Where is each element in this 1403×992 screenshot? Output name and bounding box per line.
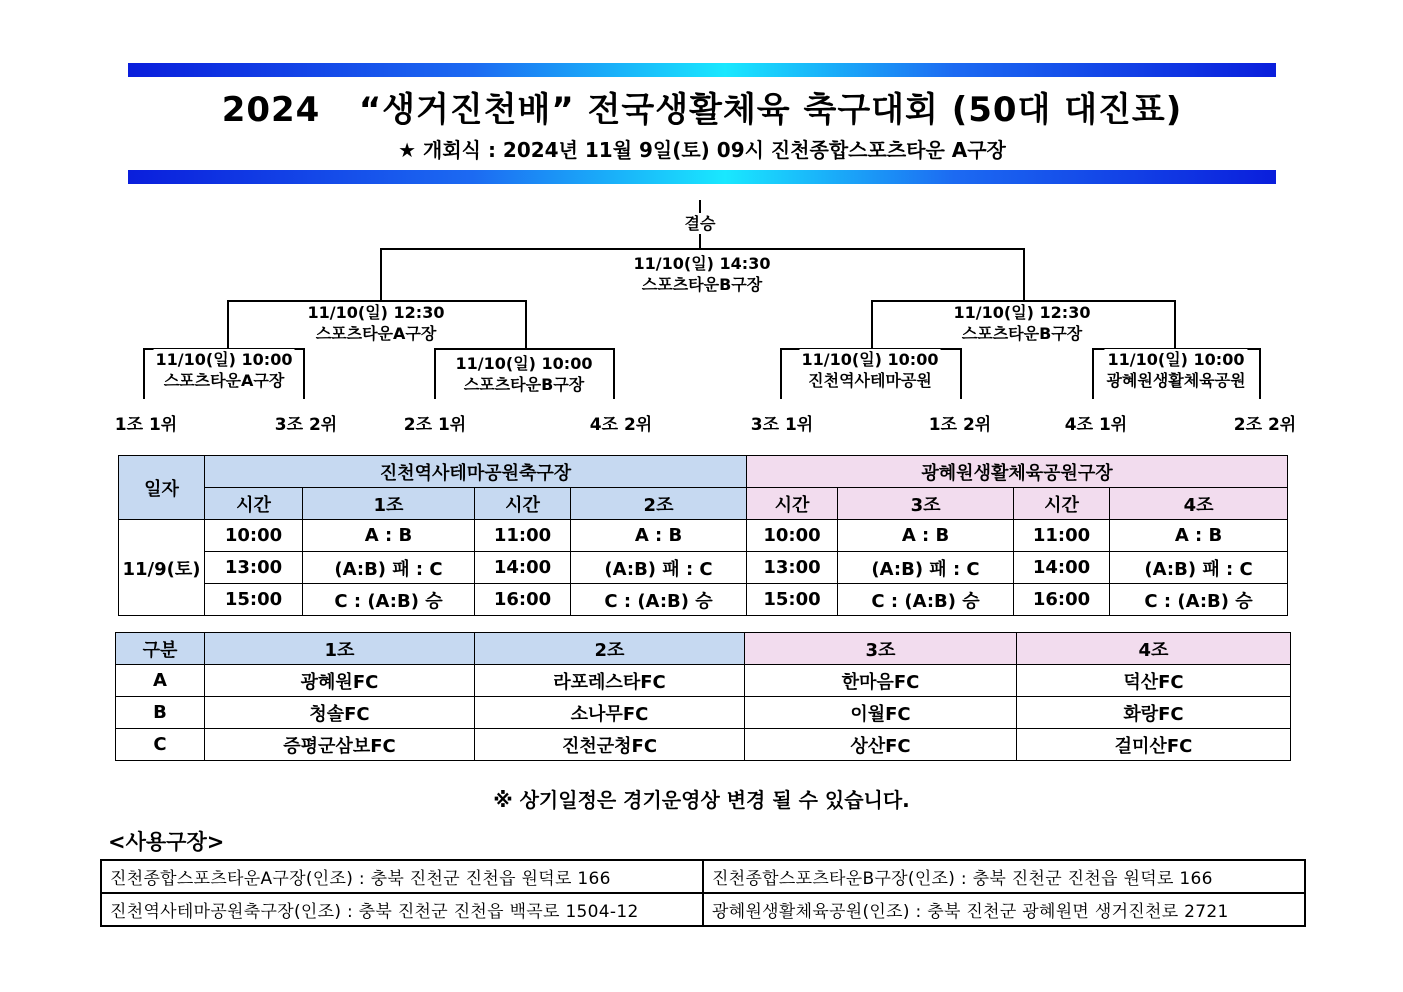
final-match-venue: 스포츠타운B구장	[641, 275, 763, 294]
match-pairing: C : (A:B) 승	[838, 584, 1014, 616]
match-pairing: A : B	[1110, 520, 1288, 552]
match-time: 13:00	[205, 552, 303, 584]
venue-left-header: 진천역사테마공원축구장	[205, 456, 747, 488]
semi-right-info	[952, 302, 1093, 344]
header-gradient-bar-bottom	[128, 170, 1276, 184]
final-match-info	[632, 253, 773, 295]
schedule-change-notice: ※ 상기일정은 경기운영상 변경 될 수 있습니다.	[493, 788, 910, 812]
match-time: 14:00	[1014, 552, 1110, 584]
group-header: 4조	[1110, 488, 1288, 520]
match-pairing: A : B	[571, 520, 747, 552]
match-time: 10:00	[205, 520, 303, 552]
teams-row	[116, 665, 1291, 697]
teams-header-row	[116, 633, 1291, 665]
match-pairing: C : (A:B) 승	[571, 584, 747, 616]
schedule-row	[119, 584, 1288, 616]
time-header: 시간	[747, 488, 838, 520]
match-time: 15:00	[205, 584, 303, 616]
final-right-leg	[1023, 248, 1025, 301]
semi-left-time: 11/10(일) 12:30	[307, 303, 445, 322]
quarter-2-leg-b	[613, 348, 615, 399]
quarter-2-venue: 스포츠타운B구장	[463, 375, 585, 394]
quarter-4-venue: 광혜원생활체육공원	[1106, 371, 1246, 390]
team-name: 화랑FC	[1017, 697, 1291, 729]
seed-label: 2조 2위	[1233, 415, 1297, 435]
time-header: 시간	[205, 488, 303, 520]
team-name: 걸미산FC	[1017, 729, 1291, 761]
time-header: 시간	[475, 488, 571, 520]
quarter-2-line	[434, 348, 615, 350]
teams-row	[116, 697, 1291, 729]
group-stage-schedule-table	[118, 455, 1288, 616]
schedule-header-row	[119, 456, 1288, 488]
group-header: 1조	[303, 488, 475, 520]
teams-row	[116, 729, 1291, 761]
quarter-1-info	[154, 349, 295, 391]
final-left-leg	[380, 248, 382, 301]
division-header: 구분	[116, 633, 205, 665]
quarter-2-leg-a	[434, 348, 436, 399]
quarter-1-leg-a	[143, 348, 145, 399]
venue-address: 진천역사테마공원축구장(인조) : 충북 진천군 진천읍 백곡로 1504-12	[101, 893, 703, 926]
match-time: 15:00	[747, 584, 838, 616]
semi-right-leg-b	[1174, 300, 1176, 348]
group-header: 2조	[571, 488, 747, 520]
team-name: 한마음FC	[745, 665, 1017, 697]
match-time: 13:00	[747, 552, 838, 584]
match-pairing: (A:B) 패 : C	[1110, 552, 1288, 584]
quarter-2-info	[454, 353, 595, 395]
semi-left-leg-a	[227, 300, 229, 348]
semi-left-leg-b	[525, 300, 527, 348]
quarter-4-time: 11/10(일) 10:00	[1107, 350, 1245, 369]
slot-label: B	[116, 697, 205, 729]
semi-right-venue: 스포츠타운B구장	[961, 324, 1083, 343]
semi-right-time: 11/10(일) 12:30	[953, 303, 1091, 322]
group-header: 3조	[838, 488, 1014, 520]
match-time: 16:00	[1014, 584, 1110, 616]
seed-label: 4조 1위	[1064, 415, 1128, 435]
team-name: 라포레스타FC	[475, 665, 745, 697]
venues-title: <사용구장>	[108, 830, 225, 854]
page-title: 2024 “생거진천배” 전국생활체육 축구대회 (50대 대진표)	[221, 90, 1183, 130]
semi-left-venue: 스포츠타운A구장	[315, 324, 437, 343]
match-pairing: C : (A:B) 승	[1110, 584, 1288, 616]
group-header: 3조	[745, 633, 1017, 665]
quarter-3-leg-a	[780, 348, 782, 399]
match-pairing: (A:B) 패 : C	[303, 552, 475, 584]
seed-label: 3조 1위	[750, 415, 814, 435]
venue-address: 진천종합스포츠타운A구장(인조) : 충북 진천군 진천읍 원덕로 166	[101, 860, 703, 893]
time-header: 시간	[1014, 488, 1110, 520]
venue-address: 광혜원생활체육공원(인조) : 충북 진천군 광혜원면 생거진천로 2721	[703, 893, 1305, 926]
seed-label: 4조 2위	[589, 415, 653, 435]
match-time: 11:00	[475, 520, 571, 552]
match-time: 11:00	[1014, 520, 1110, 552]
match-date: 11/9(토)	[119, 520, 205, 616]
quarter-3-info	[800, 349, 941, 391]
seed-label: 2조 1위	[403, 415, 467, 435]
group-header: 1조	[205, 633, 475, 665]
slot-label: C	[116, 729, 205, 761]
venues-row	[101, 893, 1305, 926]
group-teams-table	[115, 632, 1291, 761]
match-pairing: A : B	[303, 520, 475, 552]
team-name: 상산FC	[745, 729, 1017, 761]
slot-label: A	[116, 665, 205, 697]
match-time: 10:00	[747, 520, 838, 552]
venue-address: 진천종합스포츠타운B구장(인조) : 충북 진천군 진천읍 원덕로 166	[703, 860, 1305, 893]
quarter-1-venue: 스포츠타운A구장	[163, 371, 285, 390]
semi-left-info	[306, 302, 447, 344]
seed-label: 1조 2위	[928, 415, 992, 435]
team-name: 소나무FC	[475, 697, 745, 729]
quarter-3-time: 11/10(일) 10:00	[801, 350, 939, 369]
schedule-row	[119, 552, 1288, 584]
match-time: 14:00	[475, 552, 571, 584]
quarter-1-leg-b	[303, 348, 305, 399]
quarter-3-leg-b	[960, 348, 962, 399]
venue-right-header: 광혜원생활체육공원구장	[747, 456, 1288, 488]
header-gradient-bar-top	[128, 63, 1276, 77]
team-name: 증평군삼보FC	[205, 729, 475, 761]
final-match-time: 11/10(일) 14:30	[633, 254, 771, 273]
seed-label: 3조 2위	[274, 415, 338, 435]
match-pairing: (A:B) 패 : C	[838, 552, 1014, 584]
quarter-1-time: 11/10(일) 10:00	[155, 350, 293, 369]
group-header: 2조	[475, 633, 745, 665]
quarter-4-info	[1104, 349, 1247, 391]
quarter-4-leg-a	[1092, 348, 1094, 399]
schedule-subheader-row	[119, 488, 1288, 520]
schedule-row	[119, 520, 1288, 552]
team-name: 덕산FC	[1017, 665, 1291, 697]
group-header: 4조	[1017, 633, 1291, 665]
semi-right-leg-a	[871, 300, 873, 348]
venues-row	[101, 860, 1305, 893]
team-name: 청솔FC	[205, 697, 475, 729]
match-pairing: A : B	[838, 520, 1014, 552]
team-name: 광혜원FC	[205, 665, 475, 697]
opening-ceremony-info: ★ 개회식 : 2024년 11월 9일(토) 09시 진천종합스포츠타운 A구장	[398, 138, 1006, 162]
match-pairing: (A:B) 패 : C	[571, 552, 747, 584]
quarter-4-leg-b	[1259, 348, 1261, 399]
team-name: 이월FC	[745, 697, 1017, 729]
quarter-2-time: 11/10(일) 10:00	[455, 354, 593, 373]
date-header: 일자	[119, 456, 205, 520]
final-label: 결승	[684, 214, 716, 233]
venues-table	[100, 859, 1306, 927]
team-name: 진천군청FC	[475, 729, 745, 761]
final-bracket-line	[380, 248, 1025, 250]
match-time: 16:00	[475, 584, 571, 616]
match-pairing: C : (A:B) 승	[303, 584, 475, 616]
seed-label: 1조 1위	[114, 415, 178, 435]
quarter-3-venue: 진천역사테마공원	[808, 371, 932, 390]
